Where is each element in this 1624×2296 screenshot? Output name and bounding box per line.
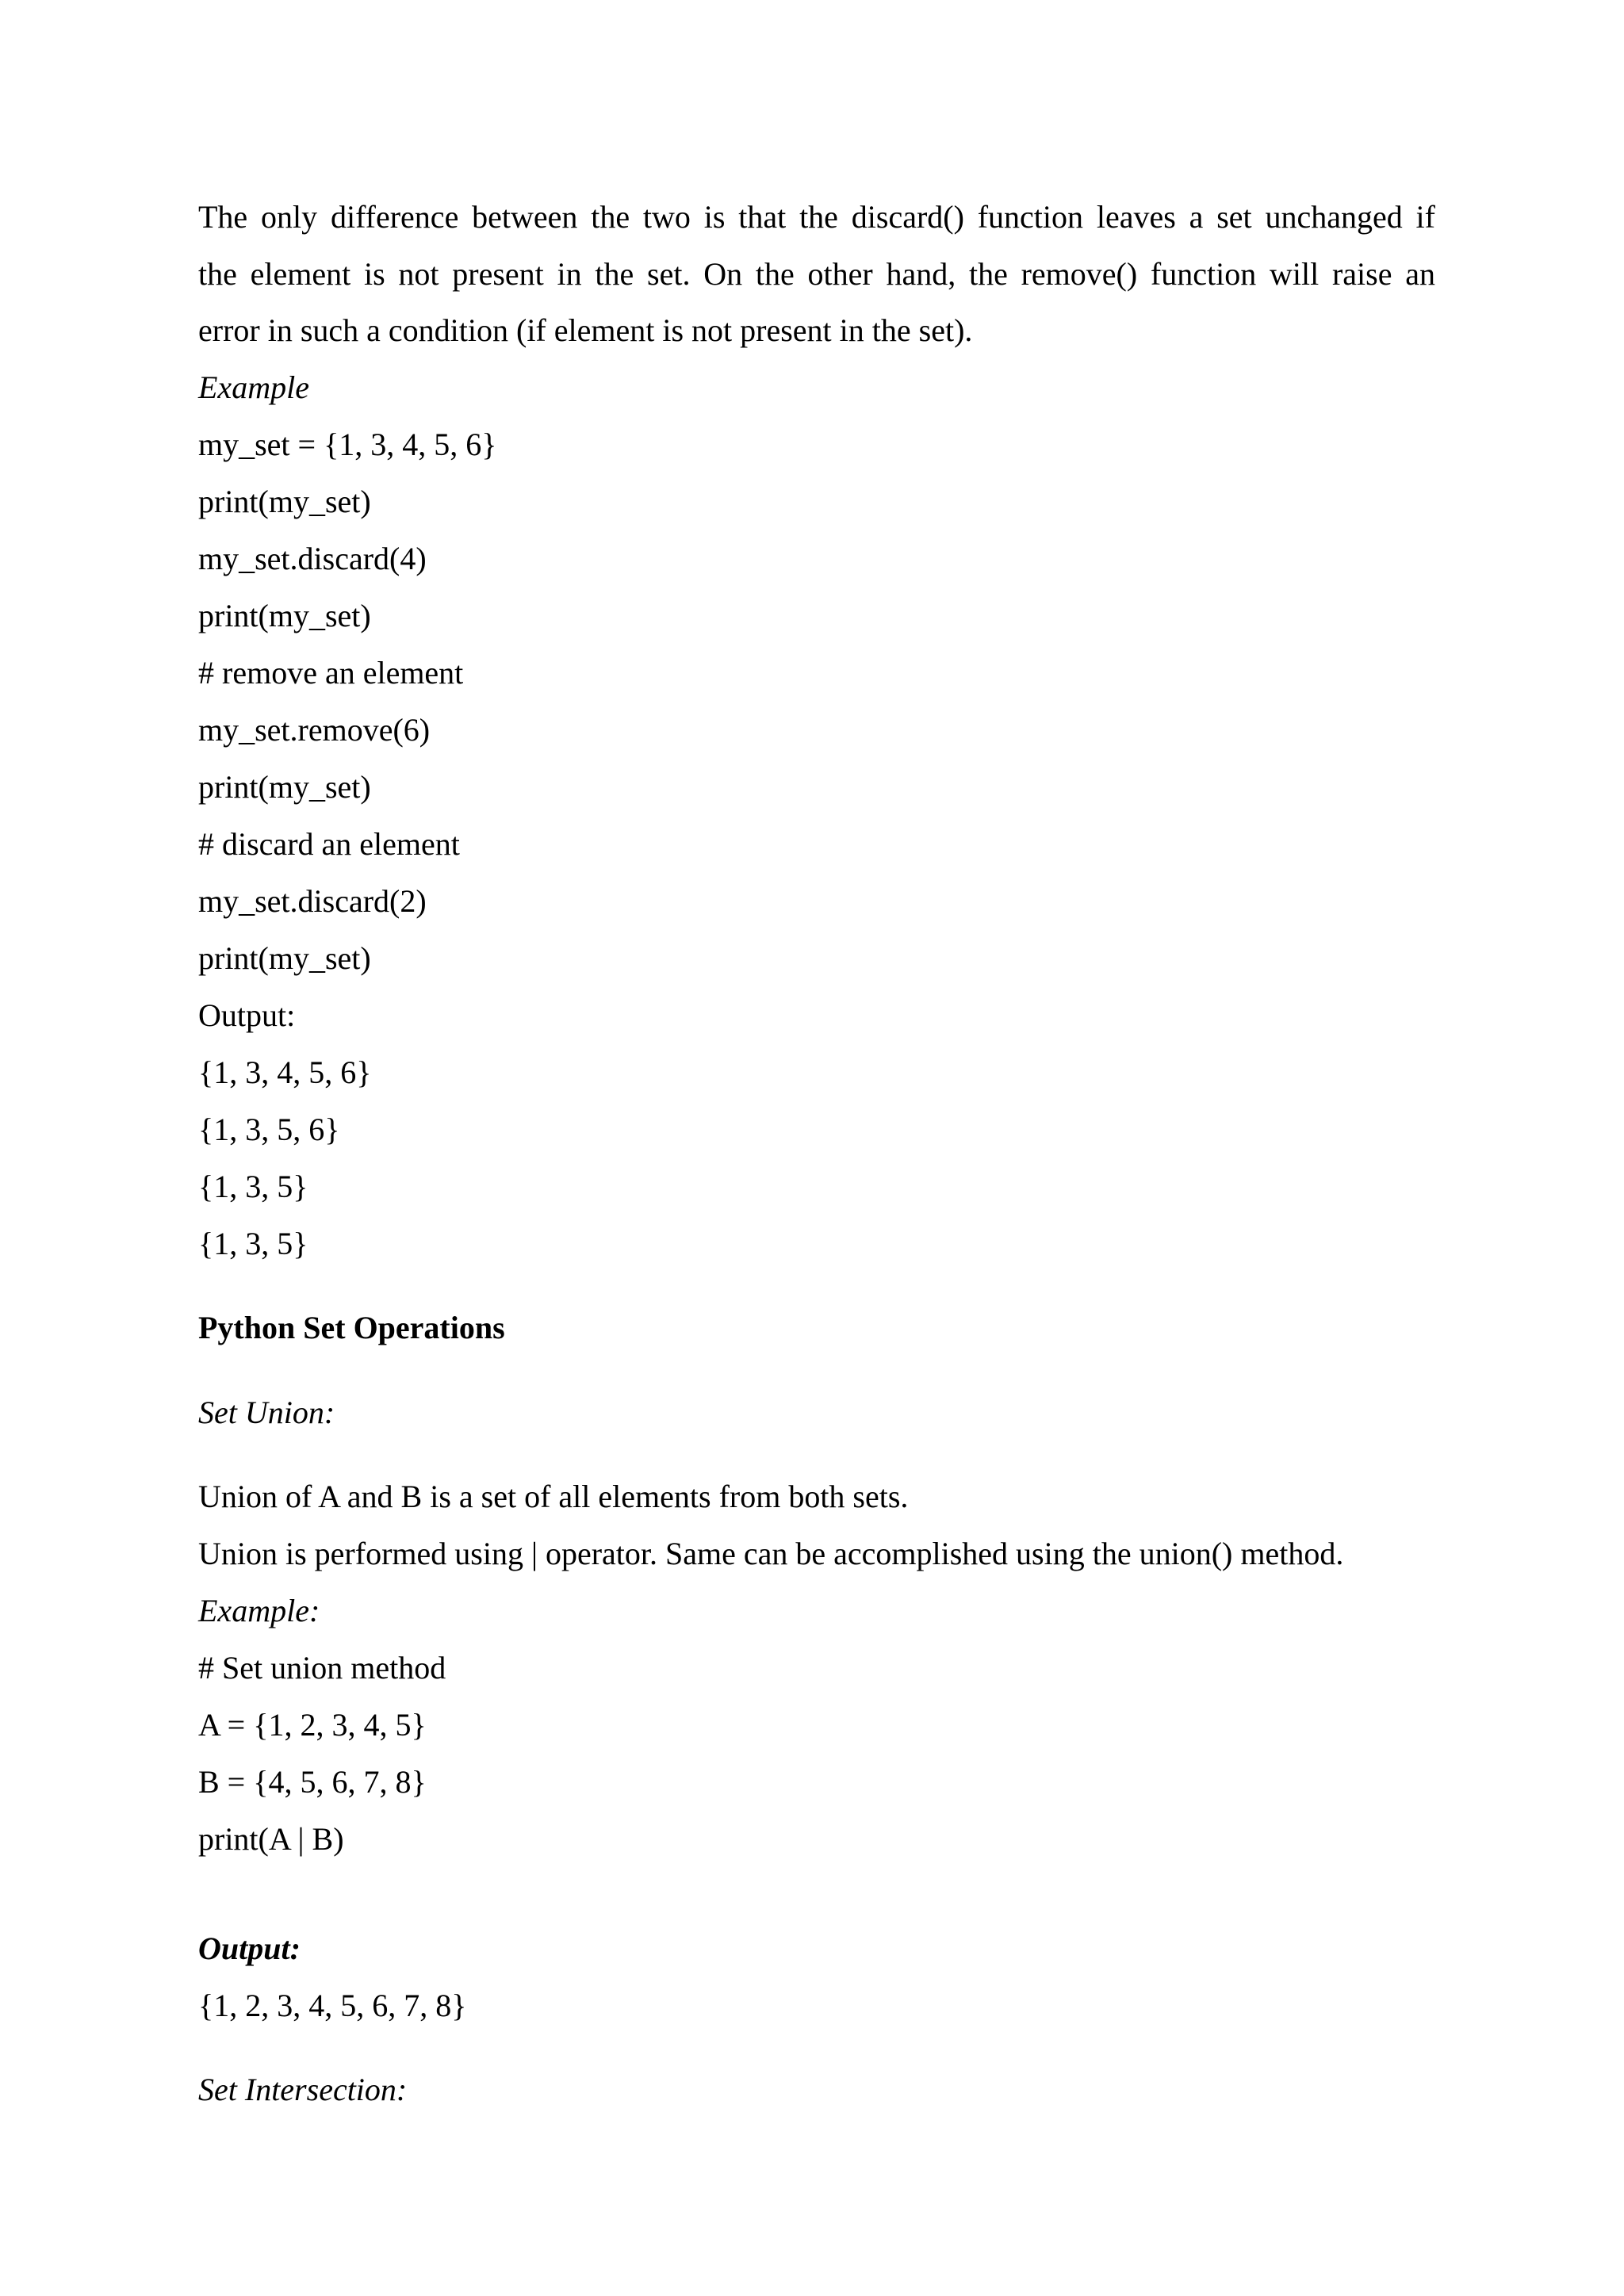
- code-line: print(A | B): [198, 1821, 344, 1857]
- paragraph-line: The only difference between the two is that the discard() function leaves a set unchanged if: [198, 199, 1435, 235]
- code-comment: # discard an element: [198, 826, 460, 862]
- subsection-heading: Set Union:: [198, 1395, 335, 1430]
- code-line: my_set.discard(4): [198, 541, 427, 576]
- paragraph-line: the element is not present in the set. On the other hand, the remove() function will raise an: [198, 256, 1435, 292]
- example-label: Example:: [198, 1593, 320, 1628]
- output-line: {1, 3, 5}: [198, 1169, 308, 1204]
- paragraph-line: Union is performed using | operator. Same can be accomplished using the union() method.: [198, 1536, 1344, 1571]
- example-label: Example: [198, 369, 309, 405]
- code-comment: # Set union method: [198, 1650, 446, 1686]
- code-line: print(my_set): [198, 598, 371, 633]
- paragraph-line: error in such a condition (if element is not present in the set).: [198, 312, 973, 348]
- output-line: {1, 3, 5, 6}: [198, 1112, 340, 1147]
- code-line: A = {1, 2, 3, 4, 5}: [198, 1707, 427, 1743]
- code-line: print(my_set): [198, 769, 371, 805]
- code-line: B = {4, 5, 6, 7, 8}: [198, 1764, 427, 1800]
- code-line: my_set = {1, 3, 4, 5, 6}: [198, 427, 497, 462]
- code-line: print(my_set): [198, 940, 371, 976]
- paragraph-line: Union of A and B is a set of all elements from both sets.: [198, 1479, 909, 1514]
- section-heading: Python Set Operations: [198, 1310, 505, 1345]
- output-line: {1, 3, 5}: [198, 1226, 308, 1261]
- output-line: {1, 2, 3, 4, 5, 6, 7, 8}: [198, 1988, 467, 2023]
- code-comment: # remove an element: [198, 655, 464, 691]
- subsection-heading: Set Intersection:: [198, 2072, 408, 2107]
- code-line: my_set.discard(2): [198, 883, 427, 919]
- output-label: Output:: [198, 997, 296, 1033]
- output-label: Output:: [198, 1931, 301, 1966]
- output-line: {1, 3, 4, 5, 6}: [198, 1054, 372, 1090]
- code-line: my_set.remove(6): [198, 712, 431, 748]
- code-line: print(my_set): [198, 484, 371, 519]
